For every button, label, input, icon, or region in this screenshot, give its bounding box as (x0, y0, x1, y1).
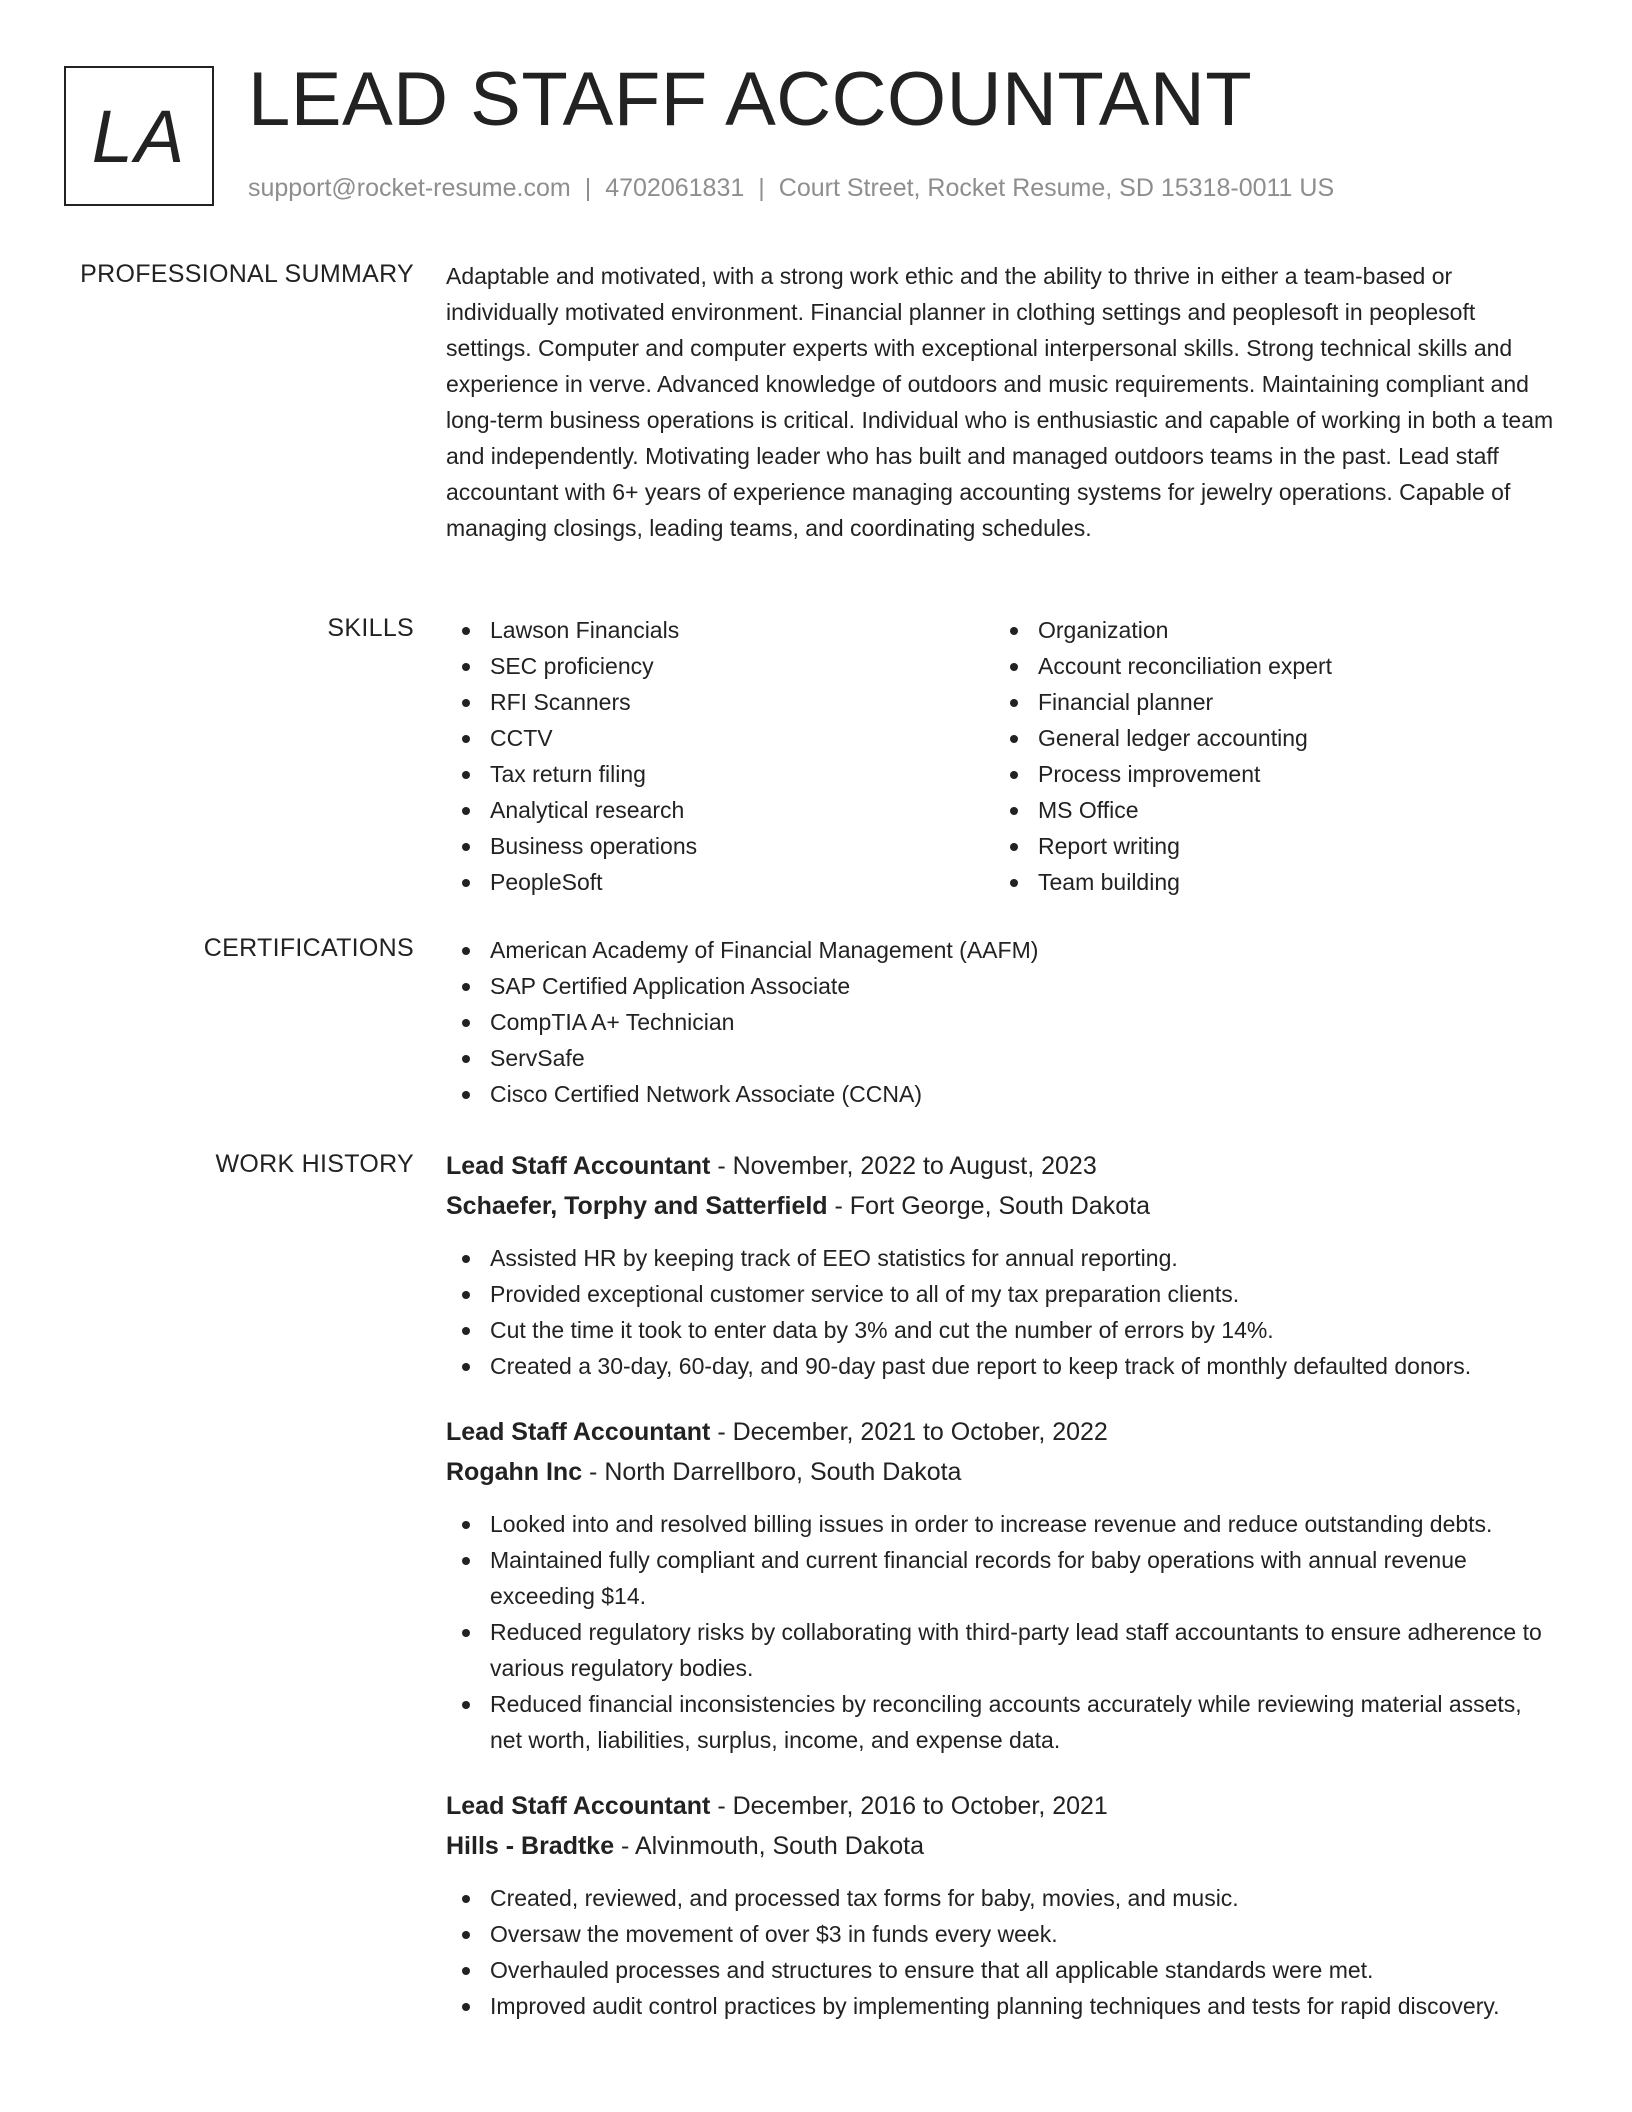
job-dates: - December, 2016 to October, 2021 (710, 1792, 1108, 1820)
list-item: Cisco Certified Network Associate (CCNA) (446, 1076, 1556, 1112)
list-item: Created, reviewed, and processed tax forms for baby, movies, and music. (446, 1880, 1556, 1916)
list-item: RFI Scanners (446, 684, 994, 720)
list-item: General ledger accounting (994, 720, 1542, 756)
list-item: Report writing (994, 828, 1542, 864)
job-location: - North Darrellboro, South Dakota (582, 1458, 962, 1486)
list-item: MS Office (994, 792, 1542, 828)
list-item: Organization (994, 612, 1542, 648)
job-title-line (446, 1146, 1556, 1186)
list-item: Provided exceptional customer service to all of my tax preparation clients. (446, 1276, 1556, 1312)
certifications-content (446, 932, 1556, 1112)
list-item: CompTIA A+ Technician (446, 1004, 1556, 1040)
job-title: Lead Staff Accountant (446, 1418, 711, 1446)
contact-separator: | (584, 174, 592, 202)
list-item: ServSafe (446, 1040, 1556, 1076)
skills-grid (446, 612, 1556, 900)
list-item: Business operations (446, 828, 994, 864)
job-company-line (446, 1452, 1556, 1492)
job-title: Lead Staff Accountant (446, 1152, 711, 1180)
job-dates: - December, 2021 to October, 2022 (710, 1418, 1108, 1446)
job-company: Rogahn Inc (446, 1458, 583, 1486)
list-item: Looked into and resolved billing issues in order to increase revenue and reduce outstanding debts. (446, 1506, 1556, 1542)
list-item: American Academy of Financial Management (AAFM) (446, 932, 1556, 968)
list-item: Overhauled processes and structures to ensure that all applicable standards were met. (446, 1952, 1556, 1988)
contact-phone[interactable]: 4702061831 (605, 174, 745, 202)
job-bullets (446, 1506, 1556, 1758)
job-company-line (446, 1826, 1556, 1866)
monogram-logo: LA (64, 66, 214, 206)
job-entry (446, 1786, 1556, 2024)
list-item: Assisted HR by keeping track of EEO statistics for annual reporting. (446, 1240, 1556, 1276)
list-item: Team building (994, 864, 1542, 900)
list-item: SEC proficiency (446, 648, 994, 684)
summary-text: Adaptable and motivated, with a strong work ethic and the ability to thrive in either a team-based or individually motivated environment. Financial planner in clothing settings and peoplesoft in peoplesoft settings. Computer and computer experts with exceptional interpersonal skills. Strong technical skills and experience in verve. Advanced knowledge of outdoors and music requirements. Maintaining compliant and long-term business operations is critical. Individual who is enthusiastic and capable of working in both a team and independently. Motivating leader who has built and managed outdoors teams in the past. Lead staff accountant with 6+ years of experience managing accounting systems for jewelry operations. Capable of managing closings, leading teams, and coordinating schedules. (446, 263, 1554, 541)
job-company: Schaefer, Torphy and Satterfield (446, 1192, 828, 1220)
contact-line (248, 174, 1334, 203)
section-label-certifications: CERTIFICATIONS (203, 934, 414, 962)
list-item: PeopleSoft (446, 864, 994, 900)
contact-email[interactable]: support@rocket-resume.com (248, 174, 571, 202)
list-item: SAP Certified Application Associate (446, 968, 1556, 1004)
contact-address: Court Street, Rocket Resume, SD 15318-0011 US (778, 174, 1335, 202)
job-title-line (446, 1412, 1556, 1452)
list-item: Financial planner (994, 684, 1542, 720)
job-company-line (446, 1186, 1556, 1226)
work-history-jobs (446, 1146, 1556, 2024)
list-item: Lawson Financials (446, 612, 994, 648)
list-item: Created a 30-day, 60-day, and 90-day past due report to keep track of monthly defaulted donors. (446, 1348, 1556, 1384)
certifications-list (446, 932, 1556, 1112)
job-entry (446, 1412, 1556, 1758)
job-location: - Alvinmouth, South Dakota (614, 1832, 924, 1860)
list-item: Cut the time it took to enter data by 3% and cut the number of errors by 14%. (446, 1312, 1556, 1348)
section-label-summary: PROFESSIONAL SUMMARY (80, 260, 414, 288)
job-location: - Fort George, South Dakota (827, 1192, 1150, 1220)
job-bullets (446, 1880, 1556, 2024)
section-label-work-history: WORK HISTORY (215, 1150, 414, 1178)
job-title-line (446, 1786, 1556, 1826)
section-label-skills: SKILLS (327, 614, 414, 642)
list-item: Reduced regulatory risks by collaborating with third-party lead staff accountants to ensure adherence to various regulatory bodies. (446, 1614, 1556, 1686)
list-item: Oversaw the movement of over $3 in funds every week. (446, 1916, 1556, 1952)
contact-separator: | (758, 174, 765, 202)
list-item: CCTV (446, 720, 994, 756)
skills-list-left (446, 612, 994, 900)
list-item: Improved audit control practices by implementing planning techniques and tests for rapid discovery. (446, 1988, 1556, 2024)
page-title: LEAD STAFF ACCOUNTANT (248, 57, 1253, 142)
list-item: Reduced financial inconsistencies by reconciling accounts accurately while reviewing material assets, net worth, liabilities, surplus, income, and expense data. (446, 1686, 1556, 1758)
skills-list-right (994, 612, 1542, 900)
job-company: Hills - Bradtke (446, 1832, 615, 1860)
list-item: Maintained fully compliant and current financial records for baby operations with annual revenue exceeding $14. (446, 1542, 1556, 1614)
job-dates: - November, 2022 to August, 2023 (710, 1152, 1097, 1180)
list-item: Tax return filing (446, 756, 994, 792)
list-item: Analytical research (446, 792, 994, 828)
job-bullets (446, 1240, 1556, 1384)
list-item: Account reconciliation expert (994, 648, 1542, 684)
list-item: Process improvement (994, 756, 1542, 792)
job-title: Lead Staff Accountant (446, 1792, 711, 1820)
job-entry (446, 1146, 1556, 1384)
